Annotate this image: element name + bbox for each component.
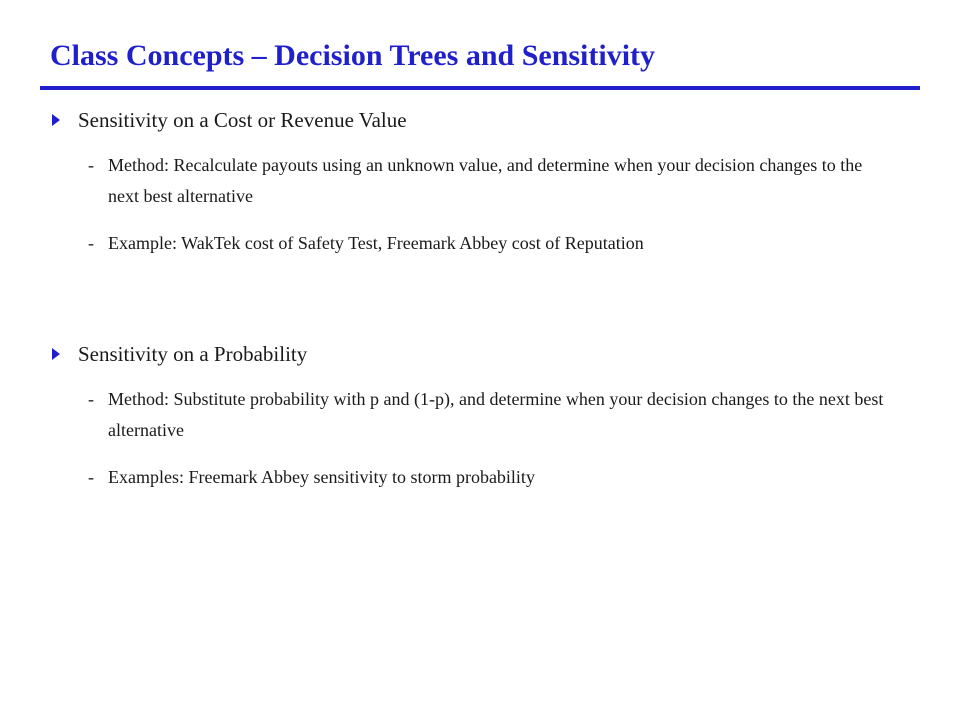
bullet-probability xyxy=(50,340,910,493)
sub-bullet-text: Method: Substitute probability with p and (1-p), and determine when your decision changes to the next best alternative xyxy=(108,389,884,440)
sub-bullet-text: Example: WakTek cost of Safety Test, Freemark Abbey cost of Reputation xyxy=(108,233,644,253)
sub-bullet-text: Method: Recalculate payouts using an unknown value, and determine when your decision changes to the next best alternative xyxy=(108,155,863,206)
dash-marker: - xyxy=(88,155,94,175)
sub-bullet-list xyxy=(50,150,910,259)
title-underline-rule xyxy=(40,86,920,90)
sub-bullet-list xyxy=(50,384,910,493)
bullet-heading xyxy=(50,340,910,368)
bullet-heading-text: Sensitivity on a Cost or Revenue Value xyxy=(78,108,407,132)
bullet-cost-revenue xyxy=(50,106,910,259)
sub-bullet-item xyxy=(50,462,888,493)
sub-bullet-item xyxy=(50,384,888,446)
sub-bullet-item xyxy=(50,150,888,212)
sub-bullet-item xyxy=(50,228,888,259)
dash-marker: - xyxy=(88,233,94,253)
dash-marker: - xyxy=(88,389,94,409)
sub-bullet-text: Examples: Freemark Abbey sensitivity to storm probability xyxy=(108,467,535,487)
triangle-right-icon xyxy=(52,114,60,126)
bullet-heading-text: Sensitivity on a Probability xyxy=(78,342,308,366)
dash-marker: - xyxy=(88,467,94,487)
slide-title: Class Concepts – Decision Trees and Sensitivity xyxy=(50,39,656,72)
bullet-heading xyxy=(50,106,910,134)
triangle-right-icon xyxy=(52,348,60,360)
